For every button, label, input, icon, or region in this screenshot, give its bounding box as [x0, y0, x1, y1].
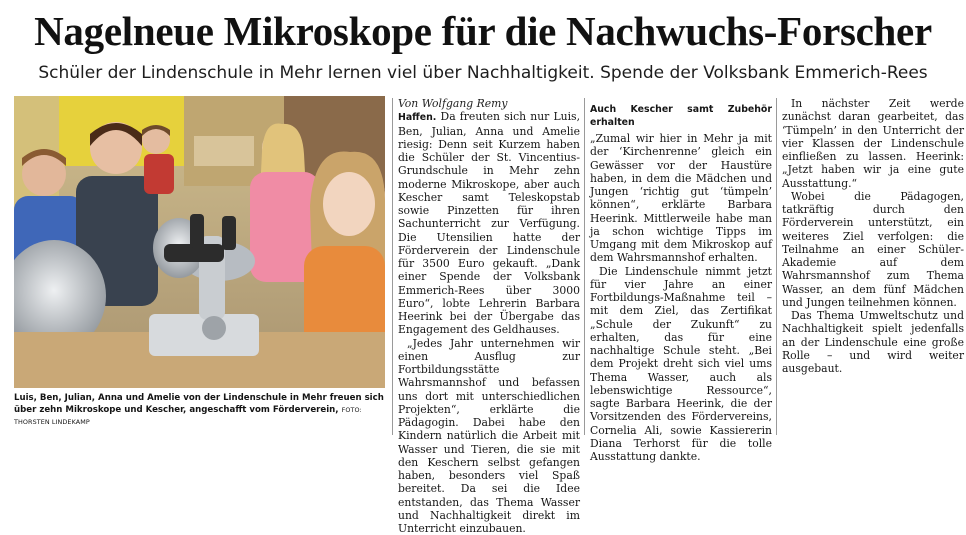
column-rule — [392, 98, 393, 435]
article-paragraph — [398, 110, 580, 336]
article-subhead: Auch Kescher samt Zubehör erhalten — [590, 103, 772, 129]
photo-credit: FOTO: THORSTEN LINDEKAMP — [14, 406, 362, 426]
subheadline: Schüler der Lindenschule in Mehr lernen viel über Nachhaltigkeit. Spende der Volksbank Emmerich-Rees — [0, 62, 966, 84]
article-column — [398, 97, 580, 535]
article-paragraph: Die Lindenschule nimmt jetzt für vier Jahre an einer Fortbildungs-Maßnahme teil – mit dem Ziel, das Zertifikat „Schule der Zukunft“ zu erhalten, das für eine nachhaltige Schule steht. „Bei dem Projekt dreht sich viel ums Thema Wasser, auch als lebenswichtige Ressource“, sagte Barbara Heerink, die der Vorsitzenden des Fördervereins, Cornelia Ali, sowie Kassiererin Diana Terhorst für die tolle Ausstattung dankte. — [590, 265, 772, 464]
paragraph-text: Da freuten sich nur Luis, Ben, Julian, Anna und Amelie riesig: Denn seit Kurzem haben die Schüler der St. Vincentius-Grundschule in Mehr zehn moderne Mikroskope, aber auch Kescher samt Teleskopstab sowie Pinzetten für ihren Sachunterricht zur Verfügung. Die Utensilien hatte der Förderverein der Lindenschule für 3500 Euro gekauft. „Dank einer Spende der Volksbank Emmerich-Rees über 3000 Euro“, lobte Lehrerin Barbara Heerink bei der Übergabe das Engagement des Geldhauses. — [398, 110, 580, 336]
photo-caption — [14, 392, 387, 428]
article-column — [590, 97, 772, 463]
article-paragraph: „Jedes Jahr unternehmen wir einen Ausflug zur Fortbildungsstätte Wahrsmannshof und befassen uns dort mit unterschiedlichen Projekten“, erklärte die Pädagogin. Dabei habe den Kindern natürlich die Arbeit mit Wasser und Tieren, die sie mit den Keschern selbst gefangen haben, besonders viel Spaß bereitet. Da sei die Idee entstanden, das Thema Wasser und Nachhaltigkeit direkt im Unterricht einzubauen. — [398, 337, 580, 535]
article-paragraph: In nächster Zeit werde zunächst daran gearbeitet, das ‘Tümpeln’ in den Unterricht der vier Klassen der Lindenschule einfließen zu lassen. Heerink: „Jetzt haben wir ja eine gute Ausstattung.“ — [782, 97, 964, 190]
column-rule — [776, 98, 777, 435]
column-rule — [584, 98, 585, 435]
article-column — [782, 97, 964, 375]
headline: Nagelneue Mikroskope für die Nachwuchs-Forscher — [0, 8, 966, 54]
article-photo — [14, 96, 385, 388]
article-paragraph: Wobei die Pädagogen, tatkräftig durch den Förderverein unterstützt, ein weiteres Ziel verfolgen: die Teilnahme an einer Schüler-Akademie auf dem Wahrsmannshof zum Thema Wasser, an dem fünf Mädchen und Jungen teilnehmen können. — [782, 190, 964, 309]
article-paragraph: „Zumal wir hier in Mehr ja mit der ‘Kirchenrenne’ gleich ein Gewässer vor der Haustüre haben, in dem die Mädchen und Jungen ‘richtig gut ‘tümpeln’ können“, erklärte Barbara Heerink. Mittlerweile habe man ja schon wichtige Tipps im Umgang mit dem Mikroskop auf dem Wahrsmannshof erhalten. — [590, 132, 772, 265]
photo-caption-text: Luis, Ben, Julian, Anna und Amelie von der Lindenschule in Mehr freuen sich über zehn Mikroskope und Kescher, angeschafft vom Förderverein, — [14, 393, 384, 415]
byline: Von Wolfgang Remy — [398, 97, 580, 110]
dateline: Haffen. — [398, 112, 436, 123]
article-paragraph: Das Thema Umweltschutz und Nachhaltigkeit spielt jedenfalls an der Lindenschule eine große Rolle – und wird weiter ausgebaut. — [782, 309, 964, 375]
